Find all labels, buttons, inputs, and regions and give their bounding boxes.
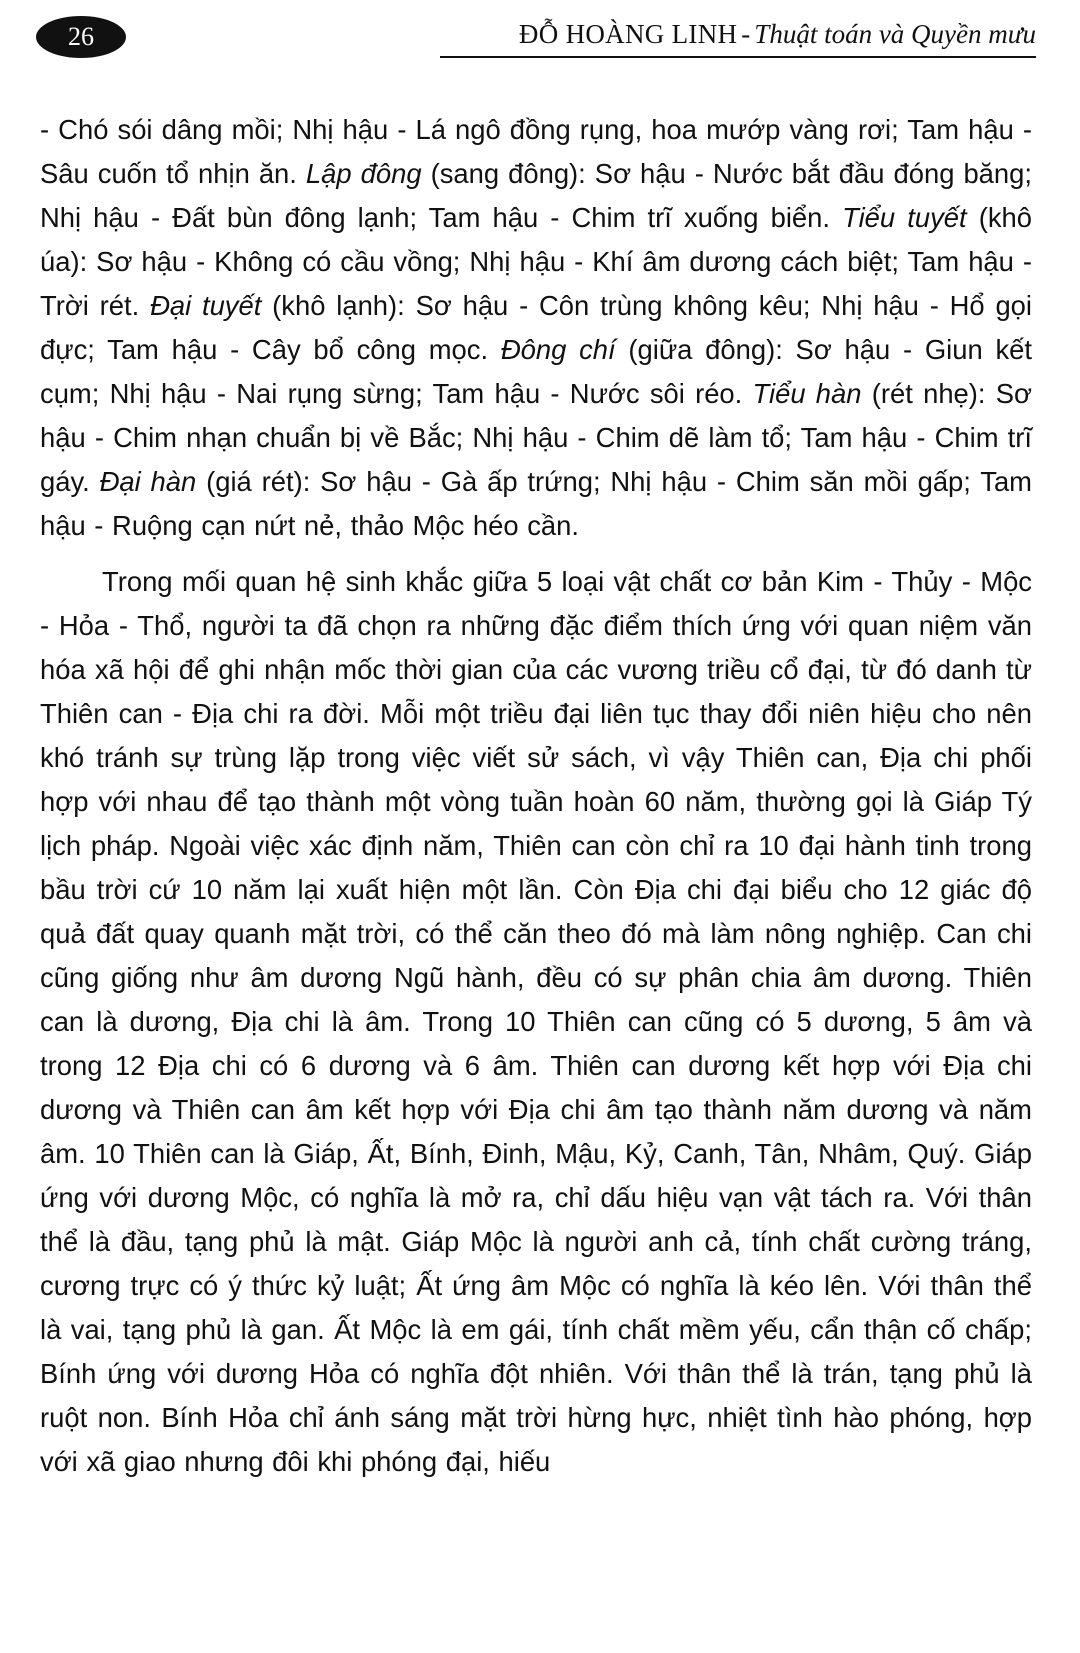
solar-term-name: Đại tuyết	[150, 290, 262, 321]
solar-term-name: Tiểu hàn	[752, 378, 862, 409]
text-run: (sang đông): Sơ hậu - Nước bắt đầu đóng băng; Nhị hậu - Đất bùn đông lạnh; Tam hậu - Chim trĩ xuống biển.	[40, 158, 1032, 233]
text-run: (khô úa): Sơ hậu - Không có cầu vồng; Nhị hậu - Khí âm dương cách biệt; Tam hậu - Trời rét.	[40, 202, 1032, 321]
running-header	[519, 14, 1036, 54]
solar-term-name: Lập đông	[305, 158, 422, 189]
text-run: (khô lạnh): Sơ hậu - Côn trùng không kêu; Nhị hậu - Hổ gọi đực; Tam hậu - Cây bổ công mọc.	[40, 290, 1032, 365]
author-name: ĐỖ HOÀNG LINH	[518, 19, 738, 49]
paragraph-2: Trong mối quan hệ sinh khắc giữa 5 loại vật chất cơ bản Kim - Thủy - Mộc - Hỏa - Thổ, người ta đã chọn ra những đặc điểm thích ứng với quan niệm văn hóa xã hội để ghi nhận mốc thời gian của các vương triều cổ đại, từ đó danh từ Thiên can - Địa chi ra đời. Mỗi một triều đại liên tục thay đổi niên hiệu cho nên khó tránh sự trùng lặp trong việc viết sử sách, vì vậy Thiên can, Địa chi phối hợp với nhau để tạo thành một vòng tuần hoàn 60 năm, thường gọi là Giáp Tý lịch pháp. Ngoài việc xác định năm, Thiên can còn chỉ ra 10 đại hành tinh trong bầu trời cứ 10 năm lại xuất hiện một lần. Còn Địa chi đại biểu cho 12 giác độ quả đất quay quanh mặt trời, có thể căn theo đó mà làm nông nghiệp. Can chi cũng giống như âm dương Ngũ hành, đều có sự phân chia âm dương. Thiên can là dương, Địa chi là âm. Trong 10 Thiên can cũng có 5 dương, 5 âm và trong 12 Địa chi có 6 dương và 6 âm. Thiên can dương kết hợp với Địa chi dương và Thiên can âm kết hợp với Địa chi âm tạo thành năm dương và năm âm. 10 Thiên can là Giáp, Ất, Bính, Đinh, Mậu, Kỷ, Canh, Tân, Nhâm, Quý. Giáp ứng với dương Mộc, có nghĩa là mở ra, chỉ dấu hiệu vạn vật tách ra. Với thân thể là đầu, tạng phủ là mật. Giáp Mộc là người anh cả, tính chất cường tráng, cương trực có ý thức kỷ luật; Ất ứng âm Mộc có nghĩa là kéo lên. Với thân thể là vai, tạng phủ là gan. Ất Mộc là em gái, tính chất mềm yếu, cẩn thận cố chấp; Bính ứng với dương Hỏa có nghĩa đột nhiên. Với thân thể là trán, tạng phủ là ruột non. Bính Hỏa chỉ ánh sáng mặt trời hừng hực, nhiệt tình hào phóng, hợp với xã giao nhưng đôi khi phóng đại, hiếu	[40, 566, 1032, 1477]
header-separator: -	[741, 19, 751, 49]
header-rule	[440, 56, 1036, 58]
book-title: Thuật toán và Quyền mưu	[754, 19, 1036, 49]
solar-term-name: Tiểu tuyết	[842, 202, 967, 233]
text-run: (giá rét): Sơ hậu - Gà ấp trứng; Nhị hậu - Chim săn mồi gấp; Tam hậu - Ruộng cạn nứt nẻ, thảo Mộc héo cần.	[40, 466, 1032, 541]
text-run: (giữa đông): Sơ hậu - Giun kết cụm; Nhị hậu - Nai rụng sừng; Tam hậu - Nước sôi réo.	[40, 334, 1032, 409]
solar-term-name: Đông chí	[500, 334, 616, 365]
text-run: (rét nhẹ): Sơ hậu - Chim nhạn chuẩn bị về Bắc; Nhị hậu - Chim dẽ làm tổ; Tam hậu - Chim trĩ gáy.	[40, 378, 1032, 497]
solar-term-name: Đại hàn	[99, 466, 197, 497]
text-run: - Chó sói dâng mồi; Nhị hậu - Lá ngô đồng rụng, hoa mướp vàng rơi; Tam hậu - Sâu cuốn tổ nhịn ăn.	[40, 114, 1032, 189]
paragraph-1	[40, 108, 1032, 548]
body-text	[40, 108, 1032, 1484]
page-number: 26	[36, 16, 126, 58]
